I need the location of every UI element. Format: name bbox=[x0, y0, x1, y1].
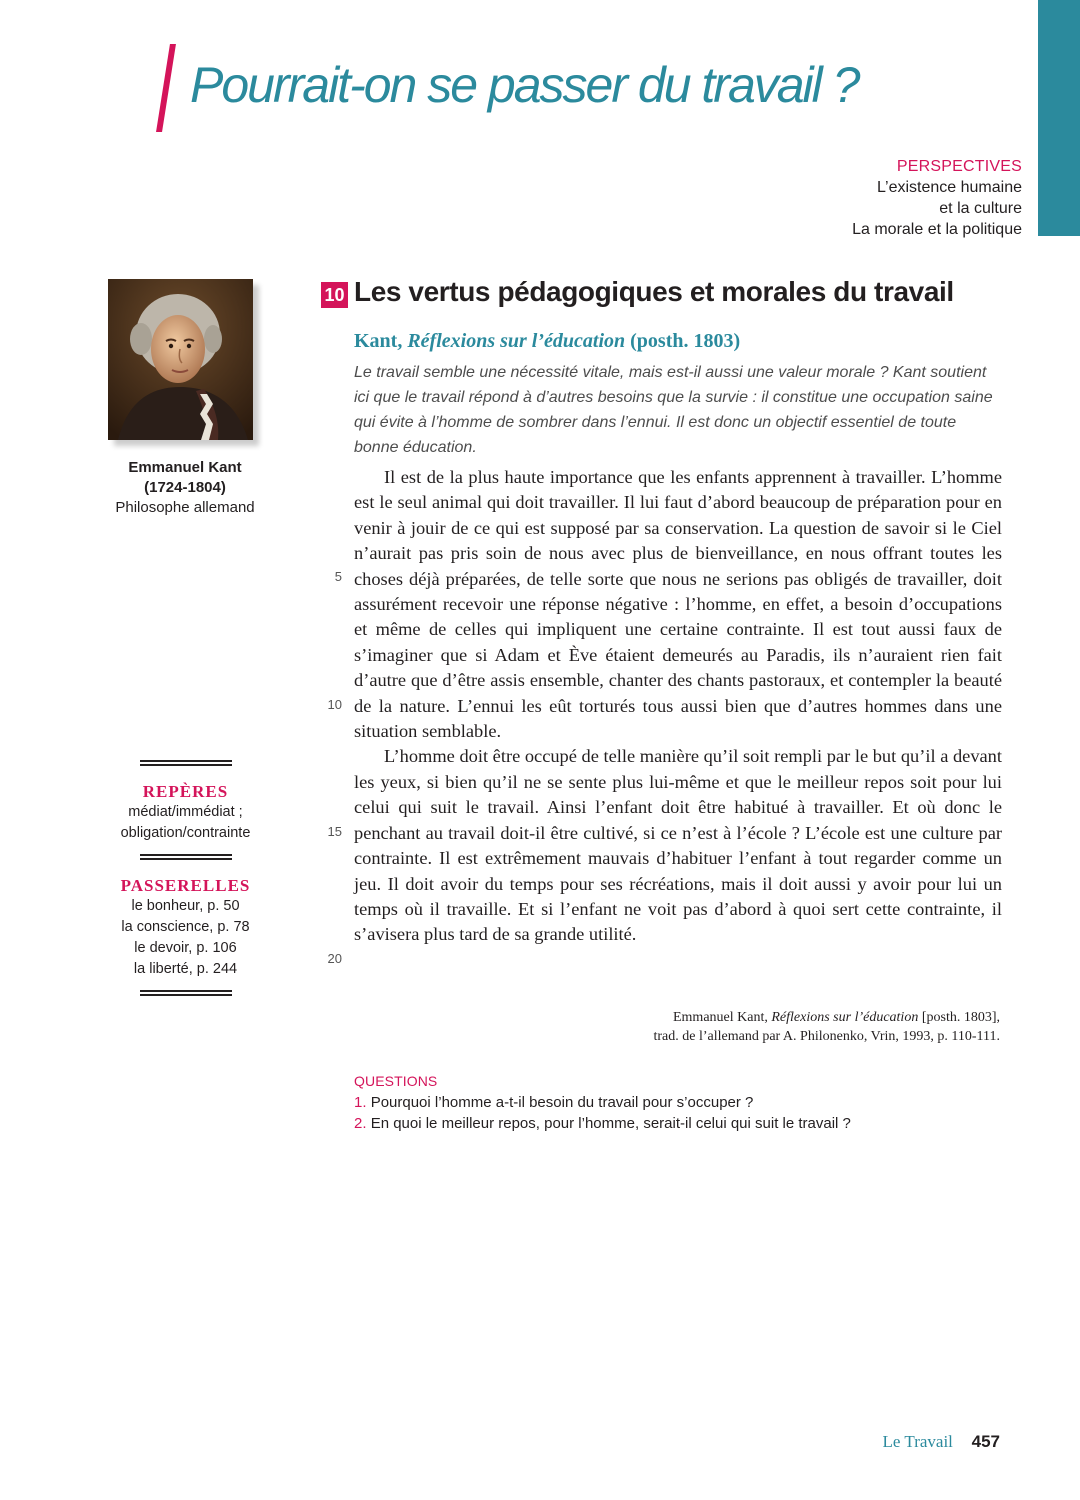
citation-work: Réflexions sur l’éducation bbox=[771, 1010, 919, 1025]
passerelle-link[interactable]: la conscience, p. 78 bbox=[121, 919, 250, 935]
author-role: Philosophe allemand bbox=[115, 499, 255, 516]
citation bbox=[653, 1008, 1000, 1046]
author-dates: (1724-1804) bbox=[144, 479, 226, 496]
section-number-badge: 10 bbox=[321, 282, 348, 308]
section-intro: Le travail semble une nécessité vitale, mais est-il aussi une valeur morale ? Kant soutient ici que le travail répond à d’autres besoins que la survie : il constitue une occupation saine qui évite à l’homme de sombrer dans l’ennui. Il est donc un objectif essentiel de toute bonne éducation. bbox=[354, 364, 993, 456]
source-date: (posth. 1803) bbox=[630, 330, 741, 352]
citation-line-1 bbox=[653, 1008, 1000, 1027]
chapter-side-tab bbox=[1038, 0, 1080, 236]
page-footer bbox=[883, 1432, 1000, 1452]
double-rule bbox=[140, 990, 232, 996]
question-number: 1. bbox=[354, 1094, 367, 1111]
reperes-item: obligation/contrainte bbox=[120, 825, 251, 841]
source-reference bbox=[354, 330, 740, 353]
questions-block bbox=[354, 1071, 851, 1134]
questions-title: QUESTIONS bbox=[354, 1073, 438, 1089]
double-rule bbox=[140, 760, 232, 766]
line-number: 20 bbox=[327, 951, 342, 966]
double-rule bbox=[140, 854, 232, 860]
perspectives-block bbox=[852, 156, 1022, 240]
source-work: Réflexions sur l’éducation bbox=[407, 330, 626, 352]
perspective-item: La morale et la politique bbox=[852, 221, 1022, 238]
section-title: Les vertus pédagogiques et morales du travail bbox=[354, 276, 954, 307]
page-number: 457 bbox=[971, 1432, 1000, 1451]
citation-line-2: trad. de l’allemand par A. Philonenko, Vrin, 1993, p. 110-111. bbox=[653, 1029, 1000, 1044]
passerelle-link[interactable]: le devoir, p. 106 bbox=[134, 940, 237, 956]
title-accent-bar bbox=[156, 44, 176, 132]
line-number: 15 bbox=[327, 824, 342, 839]
perspective-item: L’existence humaine bbox=[877, 179, 1022, 196]
question-item bbox=[354, 1092, 851, 1113]
question-item bbox=[354, 1113, 851, 1134]
side-notes bbox=[118, 760, 253, 996]
text-paragraph: L’homme doit être occupé de telle manière qu’il soit rempli par le but qu’il a devant les yeux, si bien qu’il ne se sente plus lui-même et que le meilleur repos soit pour lui celui qui suit le travail. Ainsi l’enfant doit être habitué à travailler. Et où donc le penchant au travail doit-il être cultivé, si ce n’est à l’école ? L’école est une culture par contrainte. Il est extrêmement mauvais d’habituer l’enfant à tout regarder comme un jeu. Il doit avoir du temps pour ses récréations, mais il doit aussi y avoir pour lui un temps où il travaille. Et si l’enfant ne voit pas d’abord à quoi sert cette contrainte, il s’avisera plus tard de sa grande utilité. bbox=[354, 746, 1002, 945]
question-text: En quoi le meilleur repos, pour l’homme, serait-il celui qui suit le travail ? bbox=[370, 1115, 851, 1132]
perspectives-title: PERSPECTIVES bbox=[896, 158, 1022, 175]
footer-chapter: Le Travail bbox=[882, 1432, 953, 1451]
reperes-item: médiat/immédiat ; bbox=[128, 804, 243, 820]
author-portrait bbox=[108, 279, 253, 440]
citation-date: [posth. 1803], bbox=[921, 1010, 1000, 1025]
text-paragraph: Il est de la plus haute importance que les enfants apprennent à travailler. L’homme est le seul animal qui doit travailler. Il lui faut d’abord beaucoup de préparation pour en venir à jouir de ce qui est supposé par sa conservation. La question de savoir si le Ciel n’aurait pas pris soin de nous avec plus de bienveillance, en nous offrant toutes les choses déjà préparées, de telle sorte que nous ne serions pas obligés de travailler, doit assurément recevoir une réponse négative : l’homme, en effet, a besoin d’occupations et même de celles qui impliquent une certaine contrainte. Il est tout aussi faux de s’imaginer que si Adam et Ève étaient demeurés au Paradis, ils n’auraient rien fait d’autre que d’être assis ensemble, chanter des chants pastoraux, et contempler la beauté de la nature. L’ennui les eût torturés tous aussi bien que d’autres hommes dans une situation semblable. bbox=[354, 467, 1002, 742]
passerelles-title: PASSERELLES bbox=[120, 876, 251, 895]
author-name: Emmanuel Kant bbox=[128, 459, 242, 476]
line-number: 10 bbox=[327, 697, 342, 712]
perspective-item: et la culture bbox=[939, 200, 1022, 217]
author-caption bbox=[95, 458, 275, 518]
passerelle-link[interactable]: la liberté, p. 244 bbox=[133, 961, 238, 977]
question-number: 2. bbox=[354, 1115, 367, 1132]
main-text bbox=[354, 465, 1002, 948]
question-text: Pourquoi l’homme a-t-il besoin du travail pour s’occuper ? bbox=[370, 1094, 754, 1111]
passerelle-link[interactable]: le bonheur, p. 50 bbox=[131, 898, 240, 914]
source-author: Kant, bbox=[354, 330, 403, 352]
citation-author: Emmanuel Kant, bbox=[672, 1010, 768, 1025]
reperes-title: REPÈRES bbox=[142, 782, 229, 801]
page-title: Pourrait-on se passer du travail ? bbox=[190, 57, 859, 113]
line-number: 5 bbox=[334, 569, 342, 584]
